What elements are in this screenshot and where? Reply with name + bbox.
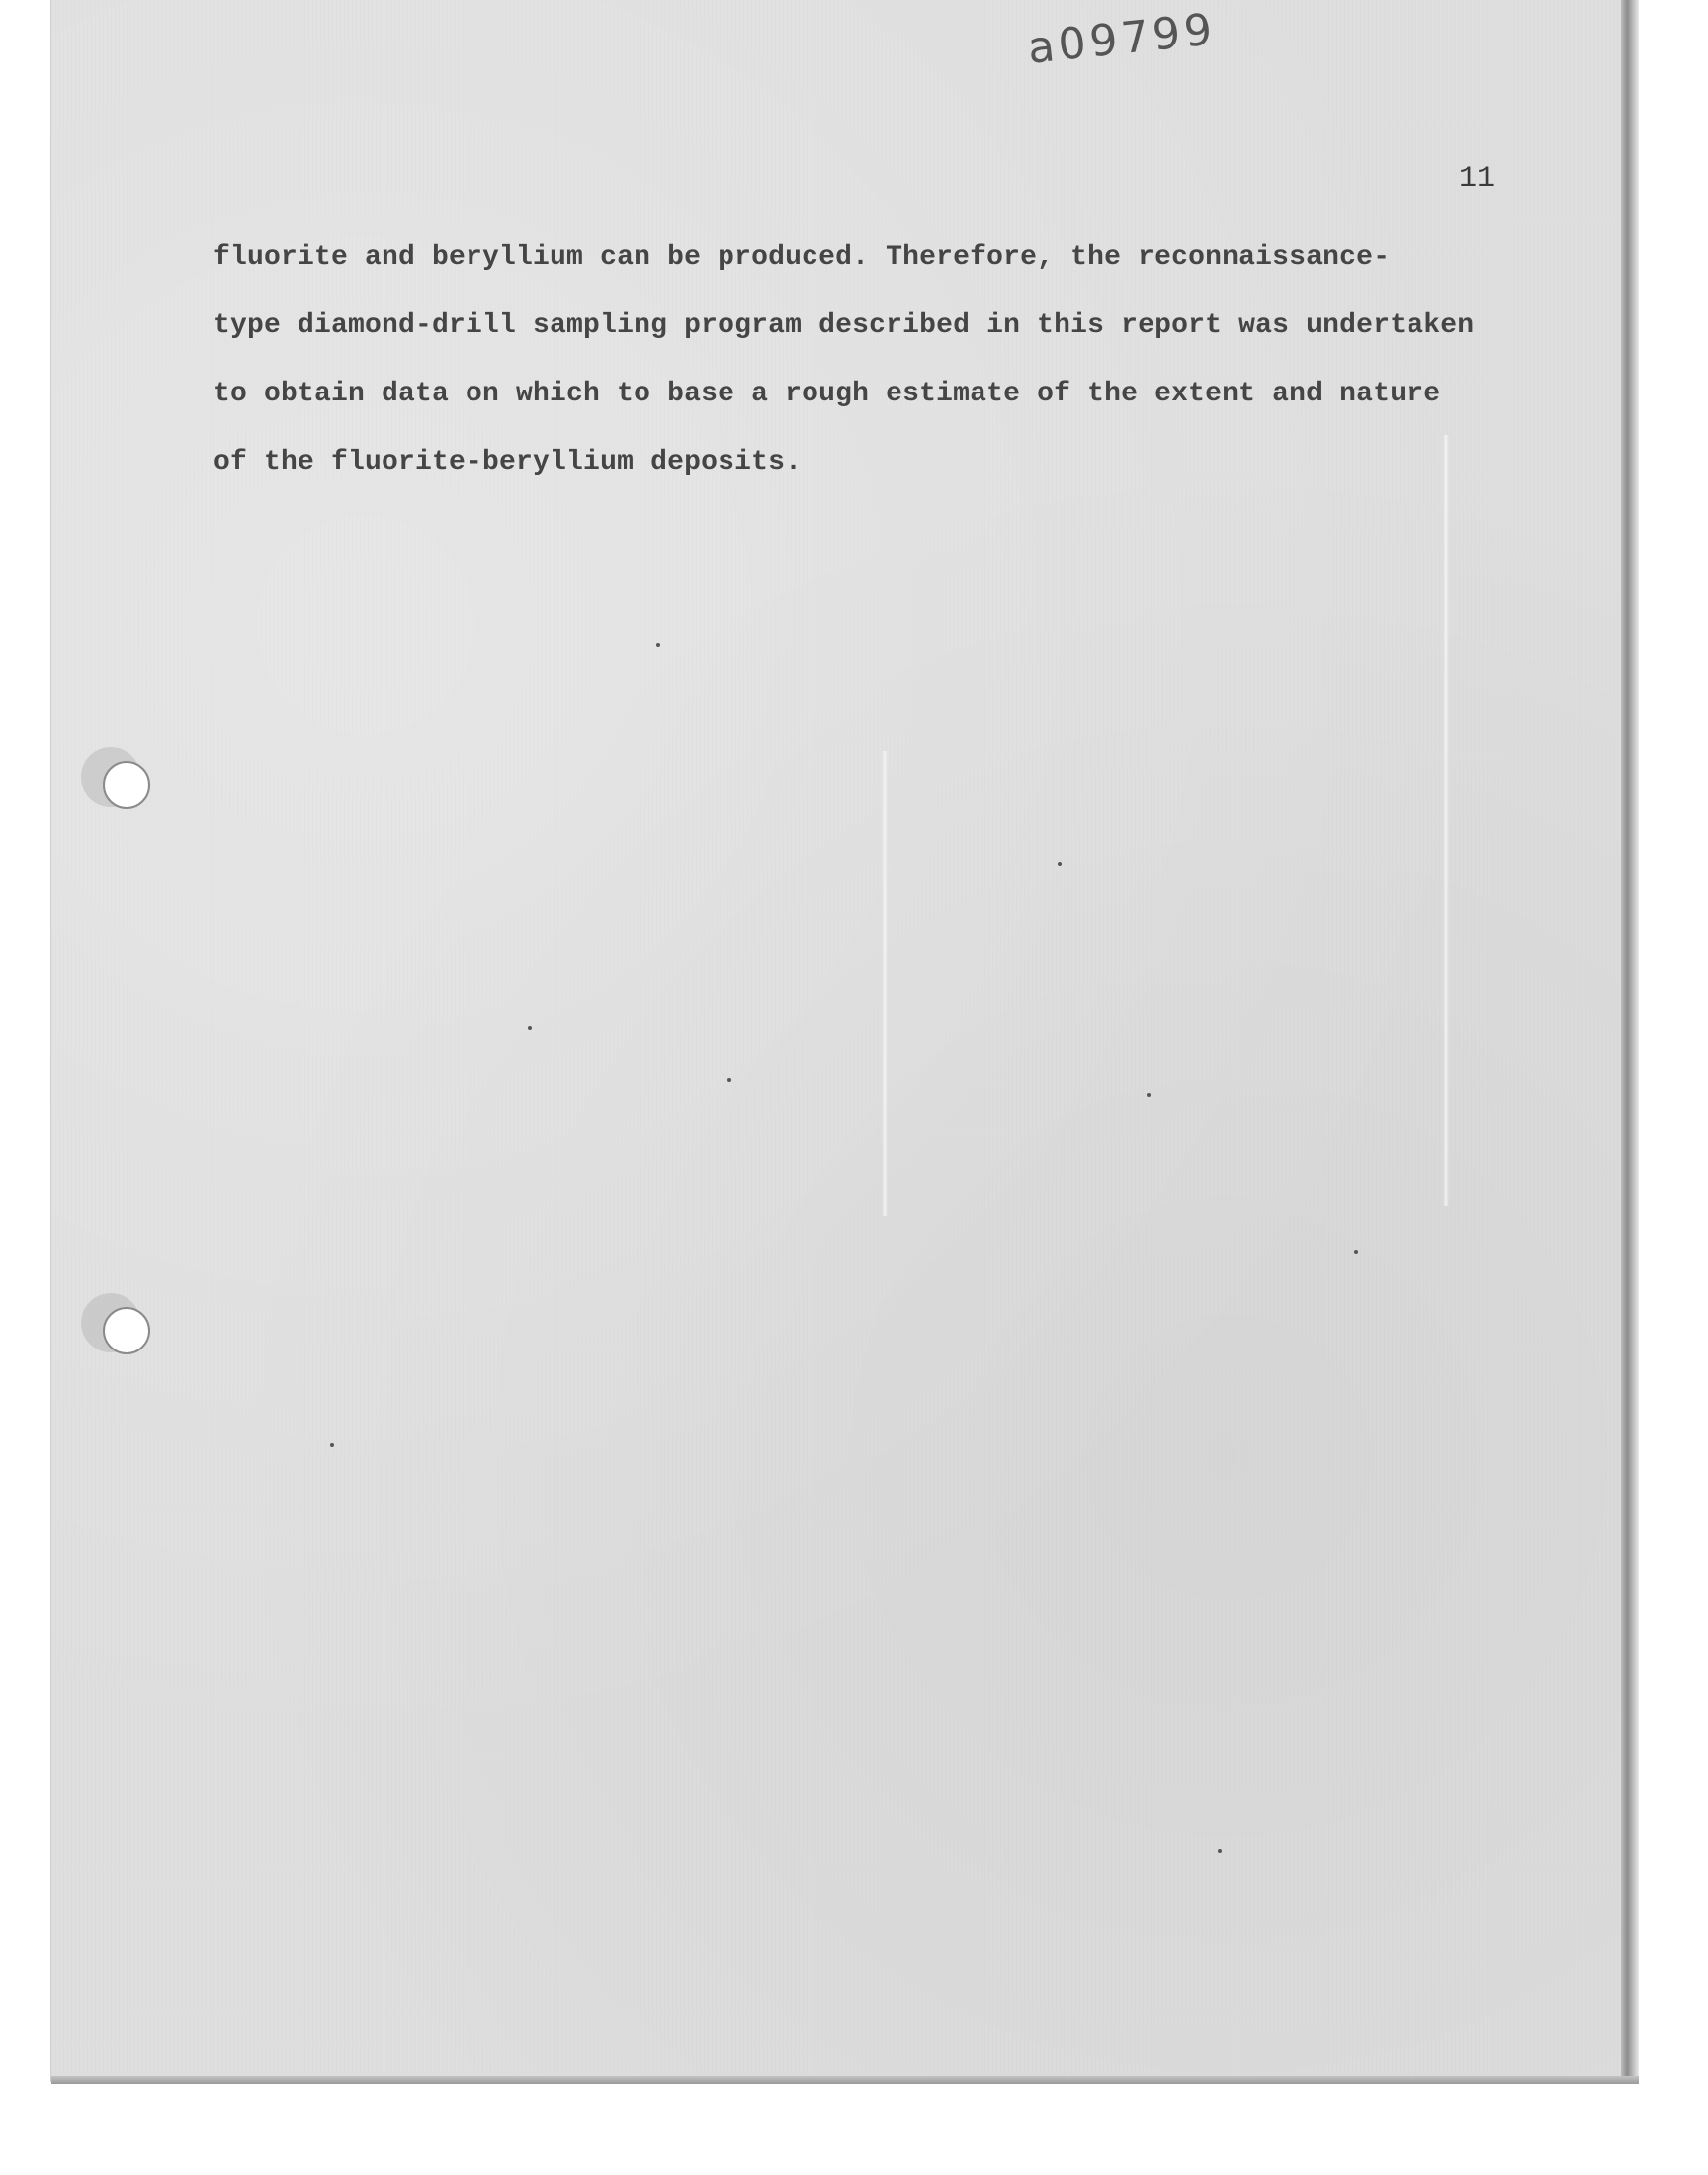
speck [1058, 862, 1062, 866]
body-line: type diamond-drill sampling program described in this report was undertaken [214, 310, 1475, 341]
paper-right-edge [1621, 0, 1639, 2084]
speck [528, 1026, 532, 1030]
speck [1147, 1093, 1151, 1097]
speck [1218, 1849, 1222, 1853]
punch-hole-upper [103, 761, 150, 809]
body-line: of the fluorite-beryllium deposits. [214, 447, 803, 478]
punch-hole-lower [103, 1307, 150, 1354]
speck [1354, 1250, 1358, 1254]
body-line: to obtain data on which to base a rough estimate of the extent and nature [214, 379, 1441, 409]
fold-line [1443, 435, 1449, 1206]
body-paragraph [214, 233, 1518, 506]
page-number: 11 [1459, 162, 1495, 196]
fold-line [882, 751, 888, 1216]
speck [656, 643, 660, 647]
speck [330, 1443, 334, 1447]
paper-bottom-edge [51, 2076, 1639, 2084]
body-line: fluorite and beryllium can be produced. Therefore, the reconnaissance- [214, 242, 1391, 273]
handwritten-document-number: a09799 [1025, 4, 1219, 74]
speck [727, 1078, 731, 1082]
